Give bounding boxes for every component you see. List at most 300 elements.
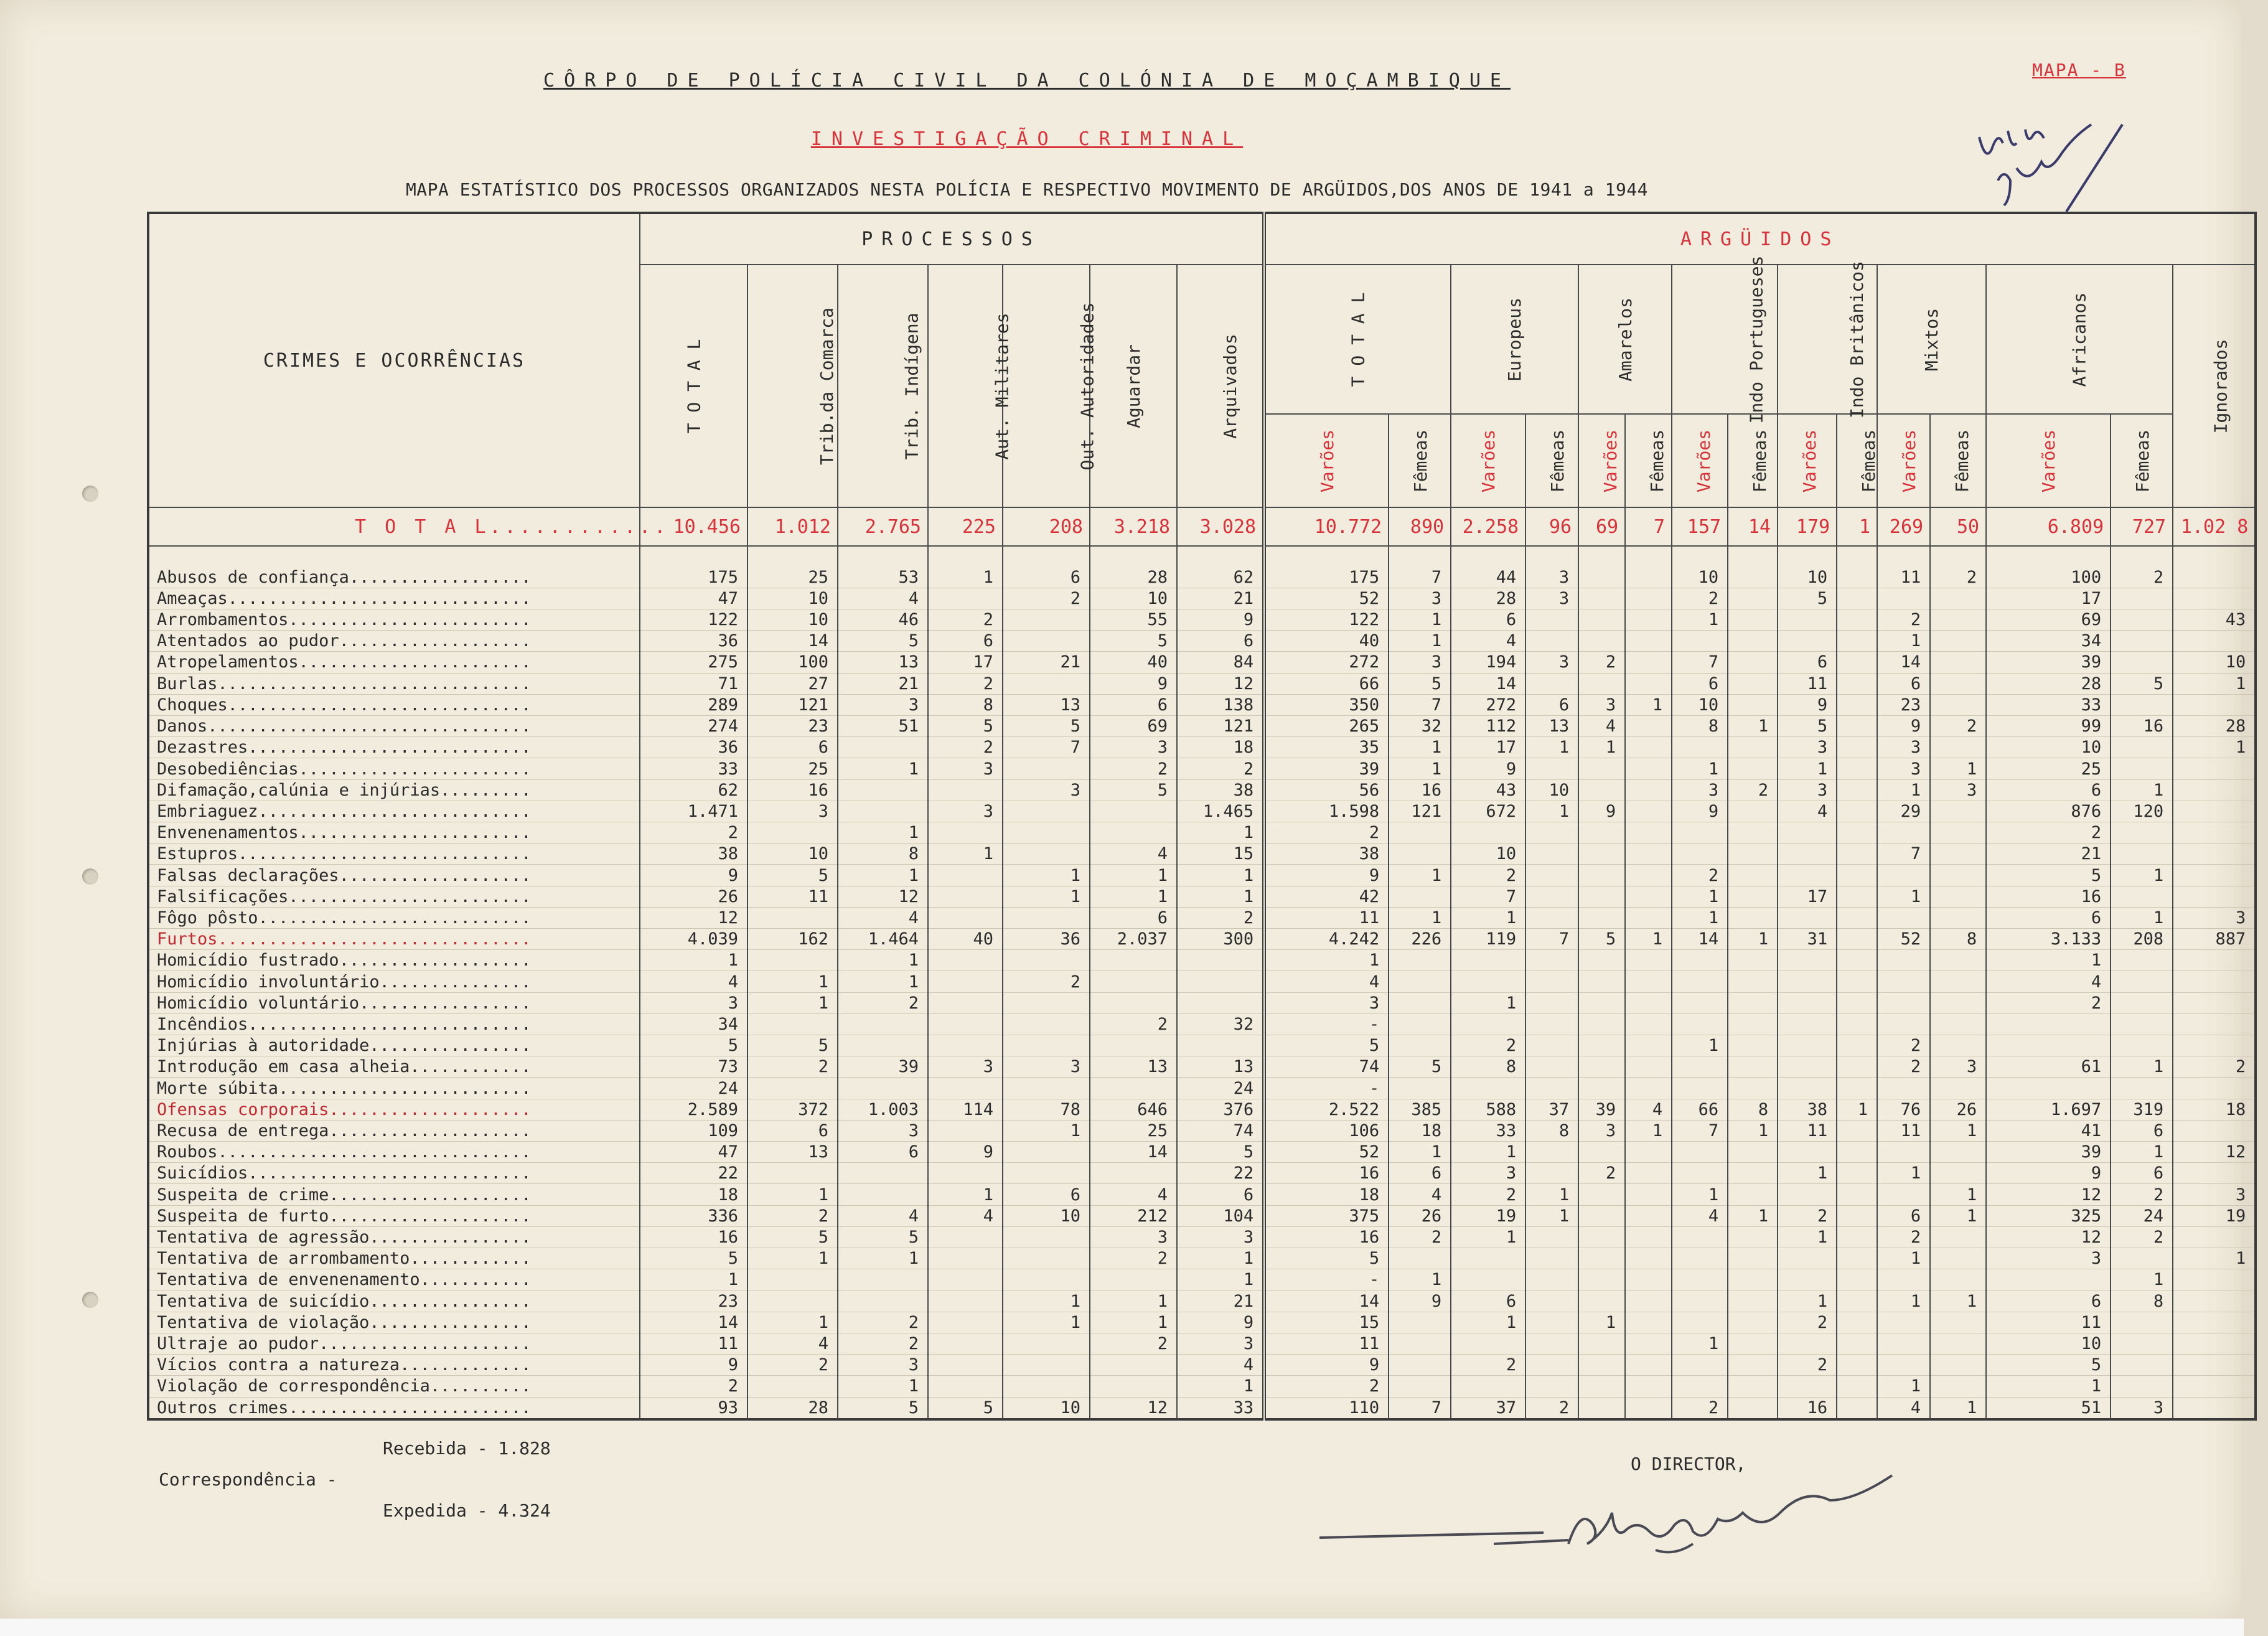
table-cell xyxy=(1728,1248,1778,1269)
table-cell: 35 xyxy=(1264,737,1389,758)
table-cell xyxy=(1625,971,1672,992)
table-cell: 121 xyxy=(1389,801,1451,822)
table-cell: 12 xyxy=(1177,673,1264,694)
table-cell: 11 xyxy=(1778,673,1837,694)
table-cell xyxy=(2111,1355,2173,1376)
table-cell: 16 xyxy=(1389,779,1451,801)
table-cell: 53 xyxy=(838,567,928,588)
table-cell xyxy=(1003,822,1090,844)
table-cell: 3 xyxy=(1525,652,1578,673)
table-cell xyxy=(1625,844,1672,865)
table-cell xyxy=(1090,1078,1177,1099)
table-cell xyxy=(1986,1078,2111,1099)
table-cell: 3 xyxy=(747,801,838,822)
table-row xyxy=(148,737,2256,758)
table-cell: 2 xyxy=(640,822,747,844)
table-cell: 2 xyxy=(2173,1056,2256,1078)
table-cell: 10 xyxy=(1525,779,1578,801)
table-cell xyxy=(1003,801,1090,822)
table-cell: 3 xyxy=(928,1056,1003,1078)
table-cell xyxy=(1525,1078,1578,1099)
table-cell: 104 xyxy=(1177,1205,1264,1226)
table-cell xyxy=(1003,1376,1090,1397)
total-cell: 96 xyxy=(1525,507,1578,546)
row-label: Burlas............................... xyxy=(148,673,640,694)
table-cell: 1 xyxy=(1090,1290,1177,1312)
table-cell: 6 xyxy=(1177,631,1264,652)
table-cell: 1 xyxy=(928,844,1003,865)
table-cell: 2.037 xyxy=(1090,929,1177,950)
total-cell: 1.02 8 xyxy=(2173,507,2256,546)
table-cell: 22 xyxy=(640,1163,747,1184)
table-cell: 2 xyxy=(2111,1226,2173,1248)
table-cell: 289 xyxy=(640,694,747,715)
correspondencia-label: Correspondência - xyxy=(159,1469,337,1490)
table-cell: 100 xyxy=(747,652,838,673)
table-cell xyxy=(838,1290,928,1312)
table-cell xyxy=(1778,1184,1837,1205)
table-cell xyxy=(2173,588,2256,609)
table-cell: 24 xyxy=(1177,1078,1264,1099)
table-cell: 350 xyxy=(1264,694,1389,715)
table-cell: 1 xyxy=(2173,1248,2256,1269)
table-cell xyxy=(1625,673,1672,694)
row-label: Tentativa de arrombamento............ xyxy=(148,1248,640,1269)
table-row xyxy=(148,1163,2256,1184)
table-cell xyxy=(1389,971,1451,992)
table-cell: 1 xyxy=(747,971,838,992)
table-cell xyxy=(1389,886,1451,907)
table-cell: 336 xyxy=(640,1205,747,1226)
table-cell: 8 xyxy=(1728,1099,1778,1120)
table-cell: 375 xyxy=(1264,1205,1389,1226)
table-cell xyxy=(1930,694,1986,715)
table-cell: 1 xyxy=(1728,1120,1778,1141)
table-cell: 672 xyxy=(1451,801,1525,822)
table-cell xyxy=(1451,950,1525,971)
table-cell xyxy=(838,1035,928,1056)
table-cell xyxy=(1625,865,1672,886)
table-cell: 2 xyxy=(1672,1397,1728,1419)
table-cell: 1 xyxy=(1177,1376,1264,1397)
table-cell: 7 xyxy=(1672,1120,1728,1141)
table-cell xyxy=(1578,1184,1625,1205)
table-cell: 37 xyxy=(1525,1099,1578,1120)
femeas-header: Fêmeas xyxy=(1525,414,1578,507)
table-cell: 39 xyxy=(838,1056,928,1078)
table-cell xyxy=(1728,737,1778,758)
row-label: Tentativa de agressão................ xyxy=(148,1226,640,1248)
table-cell: 1 xyxy=(1003,865,1090,886)
punch-hole xyxy=(82,486,98,502)
table-cell xyxy=(2111,1013,2173,1035)
table-cell: 4 xyxy=(1672,1205,1728,1226)
table-cell xyxy=(1525,1226,1578,1248)
table-cell: 1 xyxy=(1728,716,1778,737)
table-cell: 9 xyxy=(928,1142,1003,1163)
table-cell: 6 xyxy=(1986,1290,2111,1312)
table-cell: 3 xyxy=(1003,779,1090,801)
table-cell: 1 xyxy=(1672,886,1728,907)
table-cell xyxy=(1778,609,1837,630)
varoes-header: Varões xyxy=(1451,414,1525,507)
table-cell xyxy=(1930,1142,1986,1163)
table-cell: 1 xyxy=(1389,737,1451,758)
table-cell: 5 xyxy=(1986,865,2111,886)
table-cell: 13 xyxy=(838,652,928,673)
table-cell: 2 xyxy=(1264,1376,1389,1397)
table-cell: 28 xyxy=(1451,588,1525,609)
table-cell: 6 xyxy=(2111,1163,2173,1184)
table-cell xyxy=(1625,1184,1672,1205)
table-cell xyxy=(2111,971,2173,992)
table-row xyxy=(148,567,2256,588)
table-cell xyxy=(1672,844,1728,865)
table-cell: 5 xyxy=(1389,673,1451,694)
table-cell: 66 xyxy=(1264,673,1389,694)
table-cell xyxy=(1778,992,1837,1013)
table-cell: 2 xyxy=(1578,1163,1625,1184)
table-cell: 34 xyxy=(640,1013,747,1035)
table-cell xyxy=(1778,950,1837,971)
table-cell xyxy=(1625,1397,1672,1419)
table-cell xyxy=(1625,1205,1672,1226)
table-cell: 6 xyxy=(1986,779,2111,801)
table-cell: 7 xyxy=(1525,929,1578,950)
table-cell: 1 xyxy=(1877,1376,1930,1397)
row-label: Injúrias à autoridade................ xyxy=(148,1035,640,1056)
table-cell: 4 xyxy=(838,1205,928,1226)
table-cell xyxy=(747,822,838,844)
table-cell: 10 xyxy=(2173,652,2256,673)
table-cell xyxy=(1625,822,1672,844)
table-cell: 3 xyxy=(1930,1056,1986,1078)
table-cell xyxy=(2173,1397,2256,1419)
table-cell xyxy=(1090,950,1177,971)
table-cell: 376 xyxy=(1177,1099,1264,1120)
table-cell: 1 xyxy=(1389,758,1451,779)
table-cell: 21 xyxy=(838,673,928,694)
table-cell: 1 xyxy=(1525,1184,1578,1205)
table-cell: 1 xyxy=(1003,886,1090,907)
table-cell: 12 xyxy=(640,907,747,928)
table-cell xyxy=(747,1376,838,1397)
table-cell: 1 xyxy=(1264,950,1389,971)
proc-col-header: Out. Autoridades xyxy=(1003,265,1090,507)
table-cell: 3 xyxy=(1177,1333,1264,1354)
table-cell: 14 xyxy=(747,631,838,652)
table-cell: 12 xyxy=(838,886,928,907)
table-cell: 7 xyxy=(1389,694,1451,715)
table-cell xyxy=(1837,1269,1877,1290)
table-cell: 4 xyxy=(1578,716,1625,737)
processos-header: PROCESSOS xyxy=(640,213,1264,265)
table-cell: 9 xyxy=(640,1355,747,1376)
table-cell: 2 xyxy=(747,1056,838,1078)
table-cell xyxy=(1930,886,1986,907)
table-cell xyxy=(1525,1163,1578,1184)
table-cell: 1 xyxy=(1090,886,1177,907)
table-cell xyxy=(1837,758,1877,779)
varoes-header: Varões xyxy=(1672,414,1728,507)
table-row xyxy=(148,631,2256,652)
table-cell: 24 xyxy=(2111,1205,2173,1226)
table-row xyxy=(148,992,2256,1013)
table-cell: 1 xyxy=(1389,1269,1451,1290)
table-cell xyxy=(1877,1333,1930,1354)
table-cell xyxy=(1625,1226,1672,1248)
table-cell: 9 xyxy=(1877,716,1930,737)
table-cell: 5 xyxy=(1264,1035,1389,1056)
table-cell: 212 xyxy=(1090,1205,1177,1226)
table-cell: 2 xyxy=(1090,1013,1177,1035)
table-cell: 8 xyxy=(928,694,1003,715)
table-cell: 1.471 xyxy=(640,801,747,822)
total-label: T O T A L............ xyxy=(148,507,640,546)
table-cell xyxy=(1578,609,1625,630)
table-cell: 4 xyxy=(1090,844,1177,865)
row-label: Roubos............................... xyxy=(148,1142,640,1163)
table-cell: 2 xyxy=(1672,865,1728,886)
table-cell: 1 xyxy=(928,567,1003,588)
table-cell: 40 xyxy=(928,929,1003,950)
table-cell: 2 xyxy=(1877,1056,1930,1078)
total-cell: 179 xyxy=(1778,507,1837,546)
table-cell: 21 xyxy=(1177,1290,1264,1312)
table-cell xyxy=(838,1184,928,1205)
table-cell: 11 xyxy=(1778,1120,1837,1141)
table-cell xyxy=(2173,886,2256,907)
table-cell xyxy=(1389,844,1451,865)
table-row xyxy=(148,1397,2256,1419)
table-cell xyxy=(1837,567,1877,588)
varoes-header: Varões xyxy=(1264,414,1389,507)
table-cell xyxy=(1625,1013,1672,1035)
table-cell xyxy=(747,1269,838,1290)
table-cell xyxy=(1003,1248,1090,1269)
table-cell: 9 xyxy=(1389,1290,1451,1312)
table-cell: 6 xyxy=(1003,1184,1090,1205)
table-cell: 3 xyxy=(1672,779,1728,801)
table-cell xyxy=(1986,1013,2111,1035)
table-cell: 12 xyxy=(1986,1184,2111,1205)
table-cell xyxy=(1778,1013,1837,1035)
table-cell xyxy=(1930,1013,1986,1035)
table-cell xyxy=(1672,1013,1728,1035)
table-cell: 1 xyxy=(1877,1163,1930,1184)
table-cell: 7 xyxy=(1451,886,1525,907)
table-cell: 73 xyxy=(640,1056,747,1078)
total-cell: 157 xyxy=(1672,507,1728,546)
table-cell: 2 xyxy=(1525,1397,1578,1419)
table-cell: 325 xyxy=(1986,1205,2111,1226)
table-cell: 6 xyxy=(1003,567,1090,588)
table-cell xyxy=(1728,567,1778,588)
table-cell xyxy=(1003,1013,1090,1035)
table-cell xyxy=(1728,865,1778,886)
table-row xyxy=(148,971,2256,992)
table-cell: 1 xyxy=(1930,1120,1986,1141)
table-cell xyxy=(1003,609,1090,630)
table-cell: 21 xyxy=(1986,844,2111,865)
group-header: Indo Britânicos xyxy=(1778,265,1877,414)
table-cell: 175 xyxy=(640,567,747,588)
table-cell xyxy=(2173,801,2256,822)
table-cell xyxy=(1090,1355,1177,1376)
table-cell xyxy=(1672,631,1728,652)
table-cell xyxy=(2173,1120,2256,1141)
table-cell: 2.522 xyxy=(1264,1099,1389,1120)
table-cell: 26 xyxy=(1389,1205,1451,1226)
table-cell: 37 xyxy=(1451,1397,1525,1419)
table-cell xyxy=(928,886,1003,907)
row-label: Arrombamentos........................ xyxy=(148,609,640,630)
table-cell: 1 xyxy=(1778,758,1837,779)
table-cell: 38 xyxy=(640,844,747,865)
table-cell: 4 xyxy=(1264,971,1389,992)
table-cell: 1 xyxy=(640,1269,747,1290)
table-cell xyxy=(1003,758,1090,779)
table-cell xyxy=(1177,992,1264,1013)
table-cell: 4 xyxy=(1389,1184,1451,1205)
table-cell: 1 xyxy=(2173,673,2256,694)
table-cell xyxy=(928,907,1003,928)
table-cell: 2 xyxy=(1090,758,1177,779)
table-cell: 2 xyxy=(1986,822,2111,844)
table-cell xyxy=(2173,1290,2256,1312)
table-cell: 3 xyxy=(838,1355,928,1376)
table-cell xyxy=(928,1248,1003,1269)
table-cell xyxy=(1728,1013,1778,1035)
arguidos-header: ARGÜIDOS xyxy=(1264,213,2256,265)
table-cell xyxy=(1578,673,1625,694)
table-cell xyxy=(2111,1035,2173,1056)
table-cell: 876 xyxy=(1986,801,2111,822)
table-cell xyxy=(1672,971,1728,992)
table-cell xyxy=(1389,1013,1451,1035)
table-cell: 6 xyxy=(2111,1120,2173,1141)
table-cell xyxy=(1578,1226,1625,1248)
table-cell xyxy=(1451,1078,1525,1099)
table-cell xyxy=(1930,971,1986,992)
table-cell: 5 xyxy=(1389,1056,1451,1078)
table-cell: 1 xyxy=(1177,822,1264,844)
table-cell xyxy=(1837,779,1877,801)
table-cell: 272 xyxy=(1264,652,1389,673)
table-cell xyxy=(2111,992,2173,1013)
table-cell: 17 xyxy=(1451,737,1525,758)
table-cell xyxy=(1177,950,1264,971)
table-cell: 1 xyxy=(2111,1142,2173,1163)
table-row xyxy=(148,907,2256,928)
table-row xyxy=(148,652,2256,673)
table-cell: 646 xyxy=(1090,1099,1177,1120)
table-cell: 62 xyxy=(640,779,747,801)
table-cell xyxy=(1672,1226,1728,1248)
proc-col-header: Arquivados xyxy=(1177,265,1264,507)
row-label: Introdução em casa alheia............ xyxy=(148,1056,640,1078)
table-cell: 1 xyxy=(2111,779,2173,801)
table-cell: 29 xyxy=(1877,801,1930,822)
table-cell xyxy=(2173,971,2256,992)
table-cell xyxy=(1930,1376,1986,1397)
table-cell: 11 xyxy=(640,1333,747,1354)
table-cell: 25 xyxy=(1986,758,2111,779)
table-row xyxy=(148,1226,2256,1248)
table-cell xyxy=(1778,1376,1837,1397)
table-cell: 33 xyxy=(1177,1397,1264,1419)
table-cell xyxy=(1672,1056,1728,1078)
table-row xyxy=(148,1099,2256,1120)
table-cell xyxy=(1525,758,1578,779)
table-cell: 2 xyxy=(1778,1205,1837,1226)
row-label: Furtos............................... xyxy=(148,929,640,950)
table-cell xyxy=(1578,1056,1625,1078)
table-cell: 28 xyxy=(747,1397,838,1419)
table-cell xyxy=(1389,1312,1451,1333)
table-cell: 2 xyxy=(1177,907,1264,928)
table-cell: 47 xyxy=(640,1142,747,1163)
femeas-header: Fêmeas xyxy=(1930,414,1986,507)
table-cell xyxy=(1625,1290,1672,1312)
table-cell xyxy=(2173,1312,2256,1333)
table-cell xyxy=(838,779,928,801)
table-cell xyxy=(1525,950,1578,971)
table-cell xyxy=(1625,1035,1672,1056)
table-cell xyxy=(1728,694,1778,715)
table-cell: 5 xyxy=(1778,716,1837,737)
table-cell: 28 xyxy=(1090,567,1177,588)
total-cell: 208 xyxy=(1003,507,1090,546)
table-cell: 122 xyxy=(1264,609,1389,630)
table-cell: 1 xyxy=(838,822,928,844)
table-cell: 275 xyxy=(640,652,747,673)
total-cell: 269 xyxy=(1877,507,1930,546)
table-row xyxy=(148,1333,2256,1354)
table-cell xyxy=(1625,631,1672,652)
table-cell xyxy=(1625,779,1672,801)
table-cell xyxy=(1451,1333,1525,1354)
table-cell: 3 xyxy=(1389,652,1451,673)
table-cell: 33 xyxy=(1986,694,2111,715)
table-cell xyxy=(1778,1056,1837,1078)
row-label: Ofensas corporais.................... xyxy=(148,1099,640,1120)
total-cell: 1 xyxy=(1837,507,1877,546)
table-cell: 6 xyxy=(1877,1205,1930,1226)
table-cell: 52 xyxy=(1264,1142,1389,1163)
table-cell: 41 xyxy=(1986,1120,2111,1141)
table-cell: 2 xyxy=(1389,1226,1451,1248)
table-cell: 3.133 xyxy=(1986,929,2111,950)
table-cell: 1 xyxy=(1672,907,1728,928)
table-cell xyxy=(1525,1013,1578,1035)
table-cell: 2 xyxy=(1930,716,1986,737)
table-cell xyxy=(1003,1035,1090,1056)
table-cell: 2 xyxy=(1672,588,1728,609)
table-cell xyxy=(747,950,838,971)
punch-hole xyxy=(82,868,98,885)
proc-col-header: Aut. Militares xyxy=(928,265,1003,507)
table-cell: 1 xyxy=(1778,1226,1837,1248)
table-cell: 1 xyxy=(1672,758,1728,779)
table-cell: 1 xyxy=(747,992,838,1013)
statistics-table xyxy=(147,212,2257,1421)
table-row xyxy=(148,1056,2256,1078)
table-cell: 5 xyxy=(928,1397,1003,1419)
table-cell xyxy=(2111,886,2173,907)
row-label: Atropelamentos....................... xyxy=(148,652,640,673)
table-cell: 1 xyxy=(1389,865,1451,886)
